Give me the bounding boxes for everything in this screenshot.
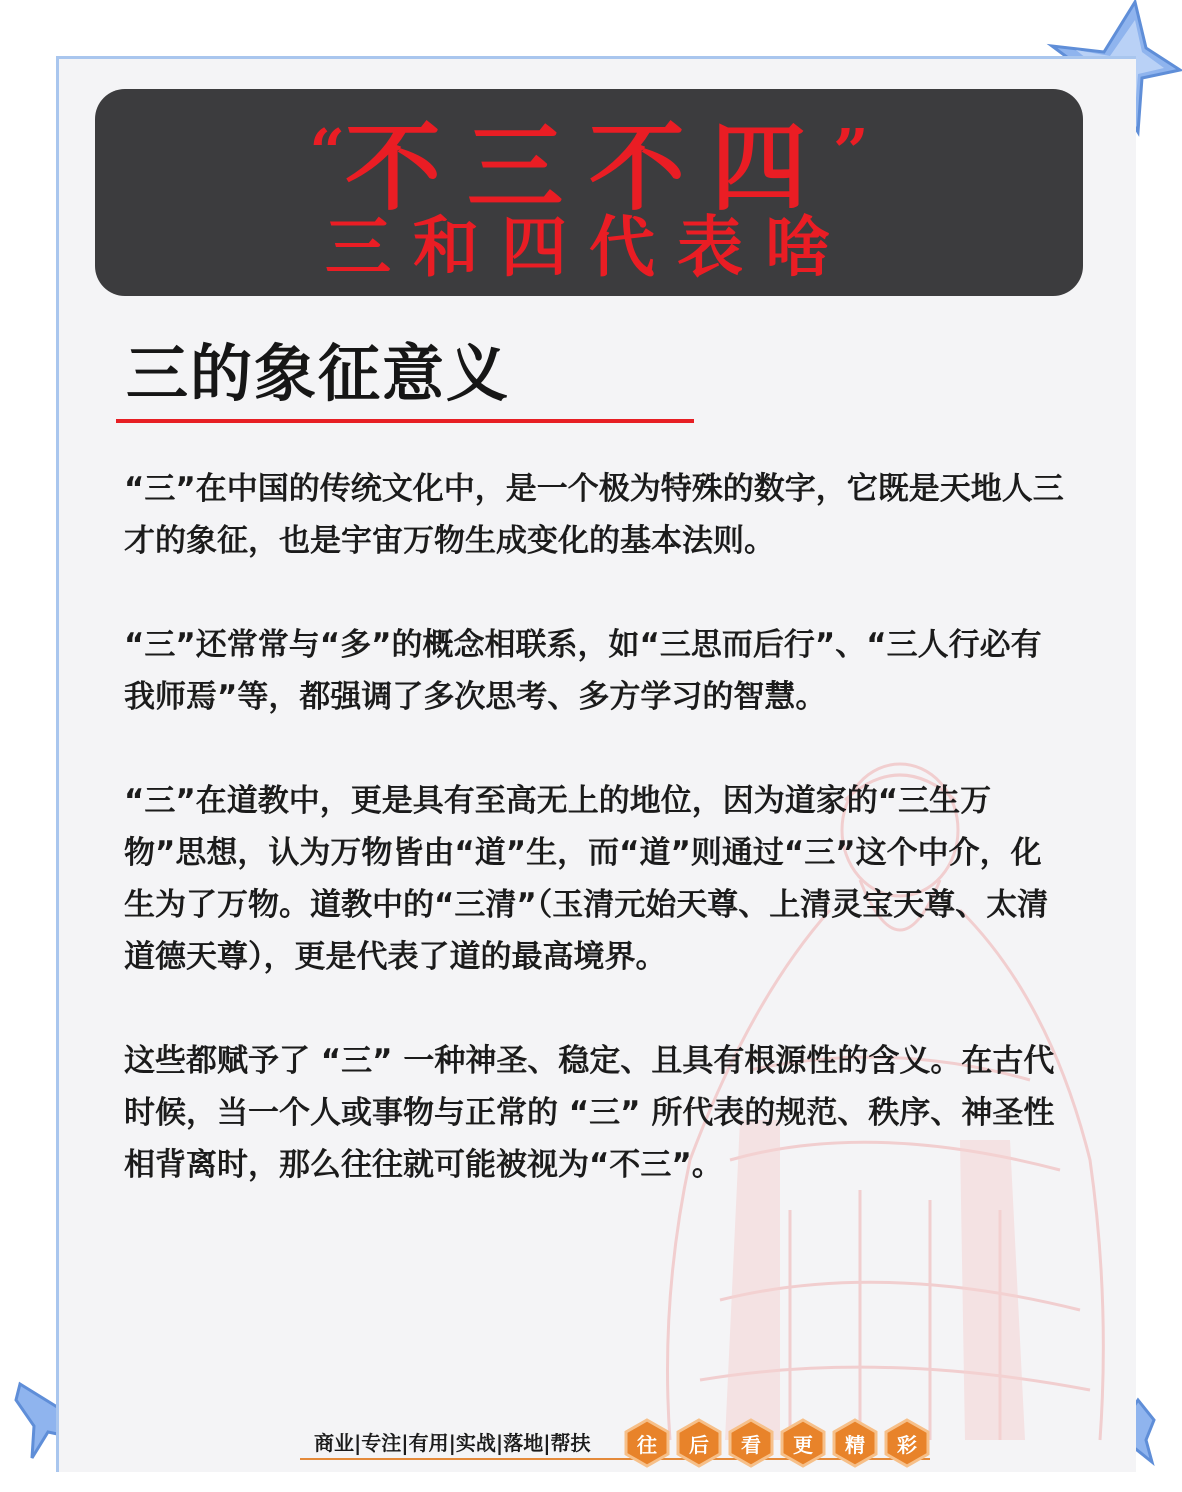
footer-badge-label: 精 [845,1432,865,1457]
paragraph: “三”还常常与“多”的概念相联系，如“三思而后行”、“三人行必有我师焉”等，都强调了多次思考、多方学习的智慧。 [124,627,1042,715]
paragraph: “三”在道教中，更是具有至高无上的地位，因为道家的“三生万物”思想，认为万物皆由“道”生，而“道”则通过“三”这个中介，化生为了万物。道教中的“三清”（玉清元始天尊、上清灵宝天尊、太清道德天尊），更是代表了道的最高境界。 [124,783,1049,975]
footer-badge [674,1418,724,1468]
banner-title [95,97,1083,223]
article-body [124,463,1064,1243]
section-title: 三的象征意义 [126,337,511,410]
footer-badge [882,1418,932,1468]
footer-badge [830,1418,880,1468]
footer-badge-label: 彩 [897,1432,917,1457]
section-underline [116,419,694,423]
quote-close: ” [833,115,869,188]
paragraph: “三”在中国的传统文化中，是一个极为特殊的数字，它既是天地人三才的象征，也是宇宙万物生成变化的基本法则。 [124,471,1064,559]
footer-badge [622,1418,672,1468]
paragraph: 这些都赋予了 “三” 一种神圣、稳定、且具有根源性的含义。在古代时候，当一个人或事物与正常的 “三” 所代表的规范、秩序、神圣性相背离时，那么往往就可能被视为“不三”。 [124,1043,1055,1183]
footer-badge [726,1418,776,1468]
footer-badge [778,1418,828,1468]
banner-title-main: 不三不四 [345,111,833,224]
footer-badge-label: 后 [689,1432,709,1457]
title-banner [95,89,1083,296]
footer-badge-label: 看 [741,1432,761,1457]
banner-subtitle: 三和四代表啥 [325,208,853,286]
footer-badge-label: 往 [637,1432,657,1457]
quote-open: “ [309,115,345,188]
footer-slogan: 商业|专注|有用|实战|落地|帮扶 [314,1431,591,1455]
footer-badge-label: 更 [793,1432,813,1457]
